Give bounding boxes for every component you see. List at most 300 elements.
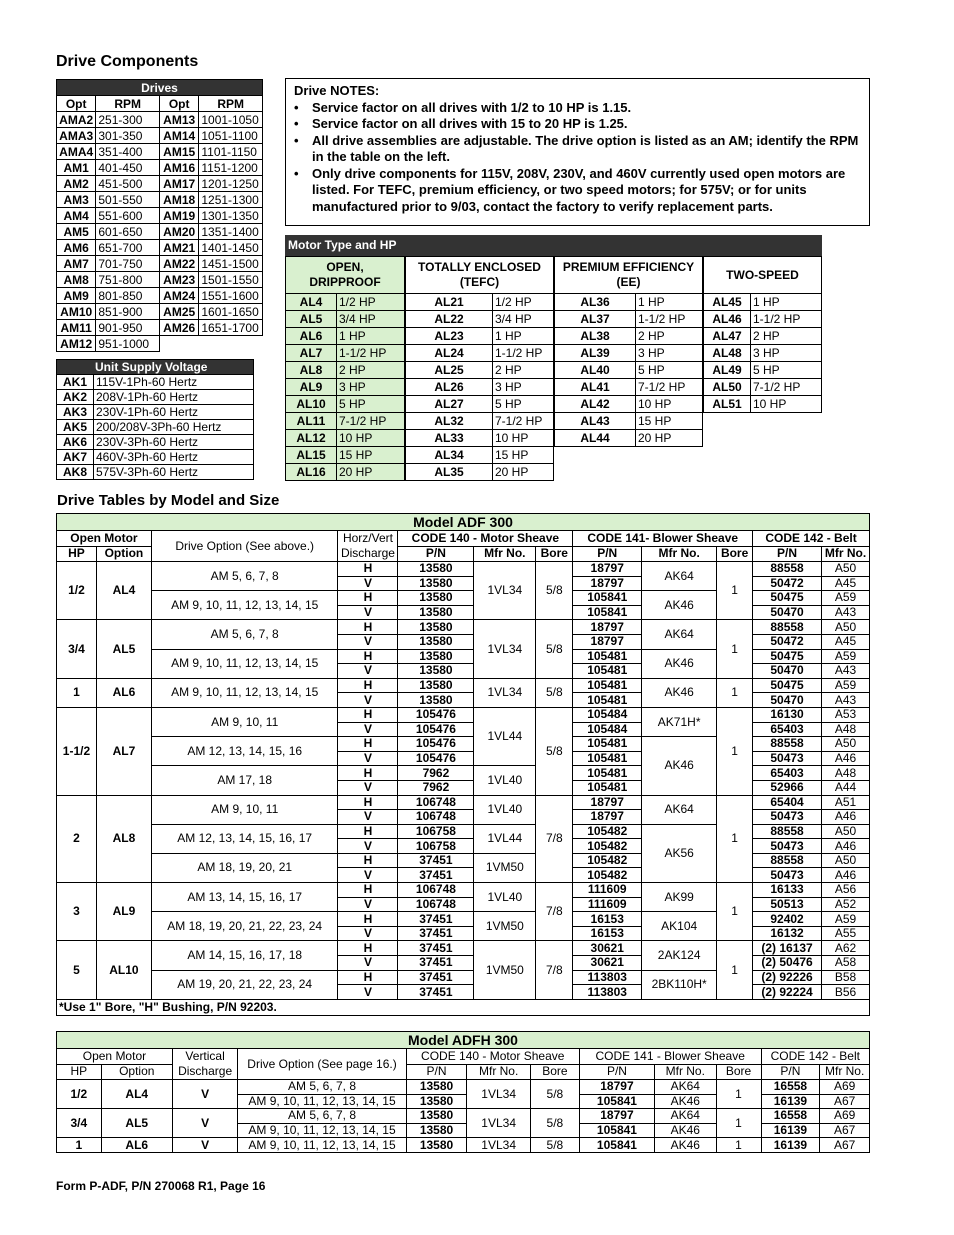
motor-option-code: AL8 [286, 362, 337, 379]
motor-option-code: AL12 [286, 430, 337, 447]
adf-row [57, 883, 870, 898]
adf-discharge: V [338, 780, 398, 795]
adf-motor-sheave-bore: 7/8 [536, 795, 573, 883]
adf-motor-sheave-pn: 13580 [398, 678, 474, 693]
drive-rpm-range: 801-850 [96, 288, 160, 304]
adfh-vertical-discharge: V [172, 1138, 237, 1153]
motor-hp: 3 HP [636, 345, 703, 362]
drive-rpm-range: 701-750 [96, 256, 160, 272]
motor-option-code: AL9 [286, 379, 337, 396]
adf-blower-sheave-pn: 105841 [573, 591, 642, 606]
drives-row [57, 272, 263, 288]
adf-belt-mfr: A59 [822, 678, 870, 693]
adf-drive-option-header: Drive Option (See above.) [151, 531, 338, 562]
adf-blower-sheave-pn: 105482 [573, 824, 642, 839]
adf-belt-mfr: A58 [822, 956, 870, 971]
adf-belt-mfr: A59 [822, 591, 870, 606]
motor-option-code: AL11 [286, 413, 337, 430]
adf-belt-pn: 16130 [753, 707, 822, 722]
adf-belt-pn: 65403 [753, 766, 822, 781]
motor-hp: 3 HP [493, 379, 554, 396]
motor-row [406, 379, 554, 396]
motor-row [406, 430, 554, 447]
adf-motor-sheave-pn: 37451 [398, 941, 474, 956]
drives-row [57, 112, 263, 128]
adf-belt-pn: 50472 [753, 634, 822, 649]
drive-rpm-range: 401-450 [96, 160, 160, 176]
adfh-blower-sheave-mfr: AK46 [655, 1123, 716, 1138]
adf-motor-sheave-bore: 7/8 [536, 941, 573, 999]
motor-option-code: AL51 [704, 396, 751, 413]
drive-rpm-range: 1401-1450 [199, 240, 263, 256]
drive-rpm-range: 1051-1100 [199, 128, 263, 144]
adf-blower-sheave-bore: 1 [717, 883, 753, 941]
adf-blower-sheave-pn: 105481 [573, 664, 642, 679]
adfh-row [57, 1080, 870, 1095]
motor-row [286, 345, 405, 362]
drive-option-code: AM8 [57, 272, 96, 288]
drive-rpm-range: 1151-1200 [199, 160, 263, 176]
motor-row [555, 413, 703, 430]
drive-rpm-range: 251-300 [96, 112, 160, 128]
drive-rpm-range: 601-650 [96, 224, 160, 240]
drive-tables-title: Drive Tables by Model and Size [57, 492, 280, 509]
motor-row [286, 311, 405, 328]
adf-belt-pn: 50470 [753, 664, 822, 679]
adf-motor-sheave-pn: 13580 [398, 605, 474, 620]
motor-hp: 3 HP [751, 345, 822, 362]
adf-discharge: H [338, 678, 398, 693]
adf-belt-mfr: A48 [822, 766, 870, 781]
motor-option-code: AL4 [286, 294, 337, 311]
adfh-belt-pn: 16139 [761, 1094, 820, 1109]
adf-hp: 1 [57, 678, 97, 707]
adf-motor-sheave-mfr: 1VM50 [474, 853, 536, 882]
adf-discharge: H [338, 591, 398, 606]
adfh-motor-sheave-pn: 13580 [406, 1080, 467, 1095]
adf-blower-sheave-pn: 105481 [573, 678, 642, 693]
motor-row [555, 430, 703, 447]
drive-option-code: AM17 [159, 176, 198, 192]
adfh-drive-option: AM 9, 10, 11, 12, 13, 14, 15 [238, 1123, 406, 1138]
adf-motor-sheave-pn: 7962 [398, 780, 474, 795]
supply-option-code: AK7 [57, 450, 94, 465]
adf-hp: 1/2 [57, 562, 97, 620]
drives-row [57, 288, 263, 304]
adf-blower-sheave-pn: 105481 [573, 780, 642, 795]
adf-motor-sheave-mfr: 1VM50 [474, 912, 536, 941]
adfh-motor-sheave-mfr: 1VL34 [467, 1109, 531, 1138]
motor-row [704, 379, 822, 396]
note-item: • All drive assemblies are adjustable. The drive option is listed as an AM; identify the RPM in the table on the left. [312, 133, 861, 166]
motor-option-code: AL36 [555, 294, 636, 311]
adf-motor-sheave-pn: 7962 [398, 766, 474, 781]
adf-belt-pn: 16133 [753, 883, 822, 898]
drives-row [57, 304, 263, 320]
adfh-motor-sheave-mfr: 1VL34 [467, 1138, 531, 1153]
adfh-drive-option: AM 5, 6, 7, 8 [238, 1109, 406, 1124]
motor-row [286, 464, 405, 481]
adfh-motor-sheave-bore: 5/8 [530, 1080, 579, 1109]
adf-motor-option: AL8 [96, 795, 151, 883]
adf-code140-header: CODE 140 - Motor Sheave [398, 531, 573, 547]
adf-belt-pn: 88558 [753, 737, 822, 752]
adf-hp-header: HP [57, 546, 97, 562]
motor-hp: 10 HP [636, 396, 703, 413]
adfh-open-motor-header: Open Motor [57, 1049, 173, 1065]
adf-motor-sheave-pn: 105476 [398, 707, 474, 722]
drive-rpm-range: 651-700 [96, 240, 160, 256]
adf-motor-sheave-pn: 13580 [398, 693, 474, 708]
motor-hp: 5 HP [636, 362, 703, 379]
adfh-drive-option-header: Drive Option (See page 16.) [238, 1049, 406, 1080]
adf-belt-mfr: A51 [822, 795, 870, 810]
adfh-motor-option: AL6 [101, 1138, 172, 1153]
adf-belt-mfr: A52 [822, 897, 870, 912]
adf-blower-sheave-mfr: AK99 [642, 883, 717, 912]
adf-blower-sheave-pn: 18797 [573, 576, 642, 591]
adf-motor-sheave-bore: 5/8 [536, 707, 573, 795]
drive-option-code: AMA2 [57, 112, 96, 128]
adf-discharge: V [338, 985, 398, 1000]
adf-belt-pn: 88558 [753, 824, 822, 839]
page-title: Drive Components [56, 53, 199, 70]
adf-blower-sheave-mfr: AK71H* [642, 707, 717, 736]
adf-drive-option: AM 9, 10, 11, 12, 13, 14, 15 [151, 591, 338, 620]
adf-code141-header: CODE 141- Blower Sheave [573, 531, 753, 547]
adf-motor-sheave-pn: 13580 [398, 664, 474, 679]
drive-option-code: AM21 [159, 240, 198, 256]
drive-option-code: AM25 [159, 304, 198, 320]
drive-option-code: AM9 [57, 288, 96, 304]
adf-belt-mfr: B56 [822, 985, 870, 1000]
adf-blower-sheave-pn: 30621 [573, 941, 642, 956]
motor-group-title-line1: PREMIUM EFFICIENCY [562, 260, 695, 274]
drive-rpm-range: 1001-1050 [199, 112, 263, 128]
drives-table [56, 79, 263, 352]
adf-discharge: H [338, 912, 398, 927]
adf-belt-pn: 88558 [753, 562, 822, 577]
adf-belt-pn: 50473 [753, 751, 822, 766]
supply-row [57, 405, 254, 420]
adf-discharge: V [338, 868, 398, 883]
adf-row [57, 620, 870, 635]
adf-belt-pn: 50475 [753, 678, 822, 693]
adf-discharge: V [338, 664, 398, 679]
adf-blower-sheave-mfr: AK46 [642, 737, 717, 795]
drives-row [57, 128, 263, 144]
motor-option-code: AL46 [704, 311, 751, 328]
motor-option-code: AL16 [286, 464, 337, 481]
motor-row [406, 294, 554, 311]
drives-row [57, 256, 263, 272]
adf-drive-option: AM 9, 10, 11, 12, 13, 14, 15 [151, 649, 338, 678]
adfh-row [57, 1138, 870, 1153]
adf-discharge: V [338, 926, 398, 941]
adf-discharge: H [338, 883, 398, 898]
adfh-blower-sheave-bore: 1 [716, 1080, 761, 1109]
drive-option-code: AM3 [57, 192, 96, 208]
adf-motor-sheave-mfr: 1VL40 [474, 766, 536, 795]
drive-option-code: AMA3 [57, 128, 96, 144]
motor-group-table [285, 256, 405, 481]
adfh-belt-mfr: A69 [820, 1080, 870, 1095]
motor-row [286, 328, 405, 345]
adf-belt-pn: (2) 92226 [753, 970, 822, 985]
motor-row [286, 396, 405, 413]
adf-blower-sheave-bore: 1 [717, 941, 753, 999]
adf-hp: 3 [57, 883, 97, 941]
adfh-drive-option: AM 9, 10, 11, 12, 13, 14, 15 [238, 1094, 406, 1109]
supply-row [57, 435, 254, 450]
adf-motor-sheave-mfr: 1VL44 [474, 824, 536, 853]
adf-motor-sheave-pn: 13580 [398, 562, 474, 577]
drive-rpm-range: 1101-1150 [199, 144, 263, 160]
supply-row [57, 465, 254, 480]
motor-option-code: AL40 [555, 362, 636, 379]
adf-belt-pn: 88558 [753, 620, 822, 635]
drive-rpm-range: 501-550 [96, 192, 160, 208]
adf-belt-pn: 50470 [753, 693, 822, 708]
motor-hp: 10 HP [337, 430, 405, 447]
motor-hp: 2 HP [751, 328, 822, 345]
adfh-belt-mfr: A69 [820, 1109, 870, 1124]
motor-option-code: AL6 [286, 328, 337, 345]
adf-belt-mfr: A43 [822, 605, 870, 620]
adfh-belt-mfr: A67 [820, 1094, 870, 1109]
supply-row [57, 390, 254, 405]
adf-blower-sheave-pn: 111609 [573, 897, 642, 912]
drive-notes [285, 78, 870, 226]
adfh-hp: 3/4 [57, 1109, 102, 1138]
adf-motor-sheave-bore: 5/8 [536, 678, 573, 707]
adf-hp: 1-1/2 [57, 707, 97, 795]
adf-motor-sheave-pn: 37451 [398, 853, 474, 868]
adf-blower-sheave-mfr: AK46 [642, 649, 717, 678]
adfh-motor-sheave-pn: 13580 [406, 1138, 467, 1153]
adf-belt-pn: 50473 [753, 868, 822, 883]
motor-hp: 1-1/2 HP [337, 345, 405, 362]
adfh-hp: 1/2 [57, 1080, 102, 1109]
adf-row [57, 795, 870, 810]
motor-option-code: AL45 [704, 294, 751, 311]
adf-discharge: H [338, 707, 398, 722]
motor-option-code: AL42 [555, 396, 636, 413]
adf-drive-option: AM 18, 19, 20, 21, 22, 23, 24 [151, 912, 338, 941]
adf-blower-sheave-pn: 105482 [573, 839, 642, 854]
drives-col-header: RPM [96, 96, 160, 112]
adf-blower-sheave-pn: 105482 [573, 853, 642, 868]
adf-belt-pn: 50475 [753, 591, 822, 606]
drive-option-code: AM22 [159, 256, 198, 272]
model-adfh-300-table [56, 1031, 870, 1153]
drive-rpm-range: 451-500 [96, 176, 160, 192]
adfh-vertical-discharge: V [172, 1109, 237, 1138]
adf-blower-sheave-pn: 113803 [573, 970, 642, 985]
motor-hp: 3 HP [337, 379, 405, 396]
adfh-title: Model ADFH 300 [57, 1032, 870, 1049]
adf-belt-mfr: A43 [822, 664, 870, 679]
adf-blower-sheave-pn: 16153 [573, 926, 642, 941]
motor-group-table [554, 256, 703, 447]
adfh-motor-sheave-mfr: 1VL34 [467, 1080, 531, 1109]
motor-option-code: AL39 [555, 345, 636, 362]
adf-discharge: H [338, 824, 398, 839]
adf-blower-sheave-bore: 1 [717, 620, 753, 678]
adf-discharge: V [338, 956, 398, 971]
supply-option-code: AK1 [57, 375, 94, 390]
motor-row [555, 328, 703, 345]
motor-row [555, 294, 703, 311]
adfh-belt-pn: 16558 [761, 1080, 820, 1095]
motor-row [704, 294, 822, 311]
adf-blower-sheave-pn: 18797 [573, 634, 642, 649]
motor-option-code: AL49 [704, 362, 751, 379]
adf-belt-pn: (2) 16137 [753, 941, 822, 956]
adf-ms-bore-header: Bore [536, 546, 573, 562]
adf-motor-option: AL6 [96, 678, 151, 707]
motor-option-code: AL26 [406, 379, 493, 396]
supply-voltage: 230V-3Ph-60 Hertz [94, 435, 254, 450]
adf-belt-mfr: A62 [822, 941, 870, 956]
adf-motor-sheave-mfr: 1VL34 [474, 562, 536, 620]
adf-drive-option: AM 5, 6, 7, 8 [151, 562, 338, 591]
motor-row [704, 396, 822, 413]
drive-option-code: AM4 [57, 208, 96, 224]
adfh-belt-mfr: A67 [820, 1123, 870, 1138]
drive-rpm-range: 751-800 [96, 272, 160, 288]
adf-motor-sheave-pn: 105476 [398, 722, 474, 737]
adf-motor-sheave-pn: 13580 [398, 591, 474, 606]
adfh-motor-sheave-pn: 13580 [406, 1109, 467, 1124]
drive-option-code: AM1 [57, 160, 96, 176]
adf-belt-mfr: A50 [822, 737, 870, 752]
adf-motor-option: AL5 [96, 620, 151, 678]
motor-option-code: AL21 [406, 294, 493, 311]
supply-option-code: AK2 [57, 390, 94, 405]
motor-hp: 5 HP [337, 396, 405, 413]
note-item: • Only drive components for 115V, 208V, 230V, and 460V currently used open motors are listed. For TEFC, premium efficiency, or two speed motors; for 575V; or for units manufactured prior to 9/03, contact the factory to verify replacement parts. [312, 166, 861, 216]
supply-voltage: 575V-3Ph-60 Hertz [94, 465, 254, 480]
adf-motor-sheave-pn: 106748 [398, 883, 474, 898]
drives-header: Drives [57, 80, 263, 96]
adf-belt-pn: 52966 [753, 780, 822, 795]
supply-row [57, 375, 254, 390]
drive-rpm-range: 951-1000 [96, 336, 160, 352]
adf-belt-mfr: A45 [822, 576, 870, 591]
adf-motor-option: AL9 [96, 883, 151, 941]
adf-hp: 2 [57, 795, 97, 883]
motor-group-title-line1: TWO-SPEED [726, 267, 799, 282]
motor-hp: 5 HP [493, 396, 554, 413]
adf-motor-sheave-pn: 37451 [398, 926, 474, 941]
adfh-belt-mfr-header: Mfr No. [820, 1064, 870, 1080]
adf-belt-pn: 50472 [753, 576, 822, 591]
adf-hp: 3/4 [57, 620, 97, 678]
adf-row [57, 707, 870, 722]
adfh-motor-sheave-bore: 5/8 [530, 1138, 579, 1153]
adfh-blower-sheave-mfr: AK46 [655, 1138, 716, 1153]
adf-discharge: H [338, 853, 398, 868]
supply-voltage: 460V-3Ph-60 Hertz [94, 450, 254, 465]
motor-option-code: AL24 [406, 345, 493, 362]
motor-row [406, 311, 554, 328]
motor-row [286, 430, 405, 447]
motor-option-code: AL33 [406, 430, 493, 447]
adfh-motor-sheave-bore: 5/8 [530, 1109, 579, 1138]
adfh-hp-header: HP [57, 1064, 102, 1080]
adf-hp: 5 [57, 941, 97, 999]
motor-row [286, 294, 405, 311]
motor-hp: 20 HP [636, 430, 703, 447]
adf-blower-sheave-bore: 1 [717, 795, 753, 883]
drive-rpm-range: 1651-1700 [199, 320, 263, 336]
drive-rpm-range: 851-900 [96, 304, 160, 320]
motor-row [286, 379, 405, 396]
adf-discharge: H [338, 562, 398, 577]
adfh-code140-header: CODE 140 - Motor Sheave [406, 1049, 579, 1065]
adf-belt-mfr: A53 [822, 707, 870, 722]
motor-row [555, 379, 703, 396]
adf-belt-pn: (2) 50476 [753, 956, 822, 971]
motor-option-code: AL27 [406, 396, 493, 413]
motor-type-section [285, 235, 822, 479]
adf-motor-option: AL10 [96, 941, 151, 999]
motor-row [704, 328, 822, 345]
motor-hp: 1 HP [636, 294, 703, 311]
adf-belt-mfr: A46 [822, 751, 870, 766]
adf-motor-sheave-pn: 37451 [398, 868, 474, 883]
motor-group-header [286, 257, 405, 294]
drives-row [57, 176, 263, 192]
adf-discharge: H [338, 620, 398, 635]
adf-blower-sheave-pn: 111609 [573, 883, 642, 898]
adf-drive-option: AM 19, 20, 21, 22, 23, 24 [151, 970, 338, 999]
adf-discharge: V [338, 810, 398, 825]
supply-voltage: 230V-1Ph-60 Hertz [94, 405, 254, 420]
adf-discharge: H [338, 649, 398, 664]
adf-discharge: V [338, 897, 398, 912]
adf-blower-sheave-pn: 105481 [573, 751, 642, 766]
supply-voltage: 115V-1Ph-60 Hertz [94, 375, 254, 390]
adf-motor-sheave-mfr: 1VL40 [474, 795, 536, 824]
motor-group-table [405, 256, 554, 481]
adf-drive-option: AM 18, 19, 20, 21 [151, 853, 338, 882]
motor-row [406, 447, 554, 464]
adf-blower-sheave-pn: 105484 [573, 707, 642, 722]
adf-motor-option: AL7 [96, 707, 151, 795]
adf-blower-sheave-mfr: 2AK124 [642, 941, 717, 970]
adf-blower-sheave-pn: 105841 [573, 605, 642, 620]
drive-option-code: AM15 [159, 144, 198, 160]
motor-hp: 15 HP [636, 413, 703, 430]
adf-discharge: V [338, 751, 398, 766]
drive-option-code [159, 336, 198, 352]
adf-blower-sheave-mfr: AK46 [642, 678, 717, 707]
motor-row [406, 328, 554, 345]
supply-voltage: 208V-1Ph-60 Hertz [94, 390, 254, 405]
motor-hp: 1-1/2 HP [493, 345, 554, 362]
adf-blower-sheave-mfr: AK64 [642, 620, 717, 649]
adf-belt-mfr: A45 [822, 634, 870, 649]
adf-footnote: *Use 1" Bore, "H" Bushing, P/N 92203. [57, 999, 870, 1015]
motor-hp: 1 HP [751, 294, 822, 311]
motor-option-code: AL25 [406, 362, 493, 379]
adf-open-motor-header: Open Motor [57, 531, 152, 547]
drive-option-code: AM16 [159, 160, 198, 176]
adf-discharge: V [338, 839, 398, 854]
adf-belt-pn: 50513 [753, 897, 822, 912]
